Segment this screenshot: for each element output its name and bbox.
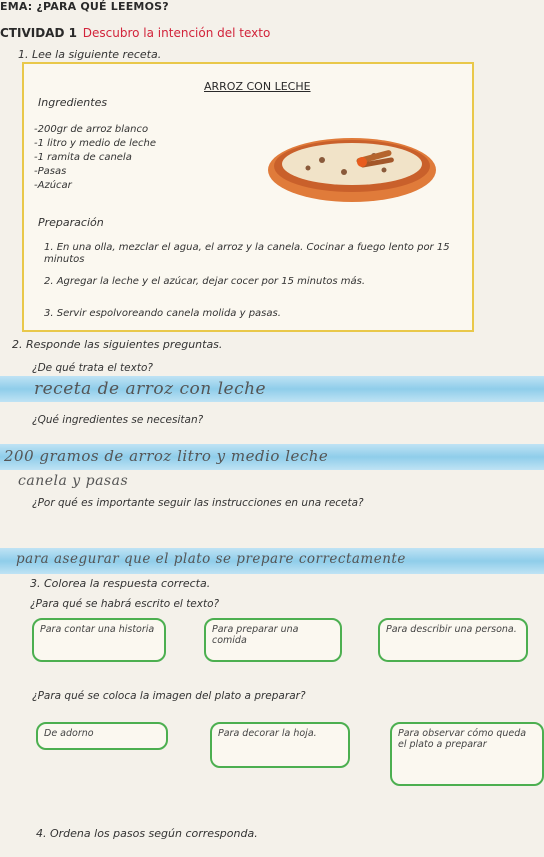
question-2-heading: 2. Responde las siguientes preguntas. — [12, 338, 223, 351]
option-box[interactable]: Para describir una persona. — [378, 618, 528, 662]
recipe-step: 3. Servir espolvoreando canela molida y pasas. — [44, 308, 281, 319]
option-box[interactable]: Para preparar una comida — [204, 618, 342, 662]
answer-text: 200 gramos de arroz litro y medio leche — [4, 447, 329, 465]
option-box[interactable]: Para decorar la hoja. — [210, 722, 350, 768]
ingredients-heading: Ingredientes — [38, 96, 108, 109]
rice-pudding-bowl-image — [264, 126, 440, 204]
ingredient-item: -1 ramita de canela — [34, 152, 132, 163]
question-3b: ¿Para qué se coloca la imagen del plato a preparar? — [32, 690, 306, 702]
question-2a: ¿De qué trata el texto? — [32, 362, 153, 374]
question-3-heading: 3. Colorea la respuesta correcta. — [30, 577, 211, 590]
activity-subtitle: Descubro la intención del texto — [82, 26, 271, 40]
recipe-box — [22, 62, 474, 332]
question-2b: ¿Qué ingredientes se necesitan? — [32, 414, 204, 426]
option-box[interactable]: Para observar cómo queda el plato a preparar — [390, 722, 544, 786]
question-3a: ¿Para qué se habrá escrito el texto? — [30, 598, 220, 610]
answer-text: para asegurar que el plato se prepare correctamente — [16, 551, 406, 567]
recipe-title: ARROZ CON LECHE — [204, 80, 311, 93]
option-box[interactable]: Para contar una historia — [32, 618, 166, 662]
ingredient-item: -1 litro y medio de leche — [34, 138, 157, 149]
question-4: 4. Ordena los pasos según corresponda. — [36, 827, 258, 840]
question-1: 1. Lee la siguiente receta. — [18, 48, 162, 61]
activity-title — [0, 26, 270, 40]
ingredient-item: -Azúcar — [34, 180, 72, 191]
answer-text: receta de arroz con leche — [34, 379, 267, 399]
question-2c: ¿Por qué es importante seguir las instrucciones en una receta? — [32, 497, 364, 509]
preparation-heading: Preparación — [38, 216, 104, 229]
page-header: EMA: ¿PARA QUÉ LEEMOS? — [0, 0, 169, 13]
recipe-step: 2. Agregar la leche y el azúcar, dejar cocer por 15 minutos más. — [44, 276, 366, 287]
option-box[interactable]: De adorno — [36, 722, 168, 750]
answer-text: canela y pasas — [18, 473, 129, 489]
recipe-step: 1. En una olla, mezclar el agua, el arroz y la canela. Cocinar a fuego lento por 15 minutos — [44, 242, 450, 265]
ingredient-item: -200gr de arroz blanco — [34, 124, 149, 135]
ingredient-item: -Pasas — [34, 166, 67, 177]
activity-label: CTIVIDAD 1 — [0, 26, 77, 40]
